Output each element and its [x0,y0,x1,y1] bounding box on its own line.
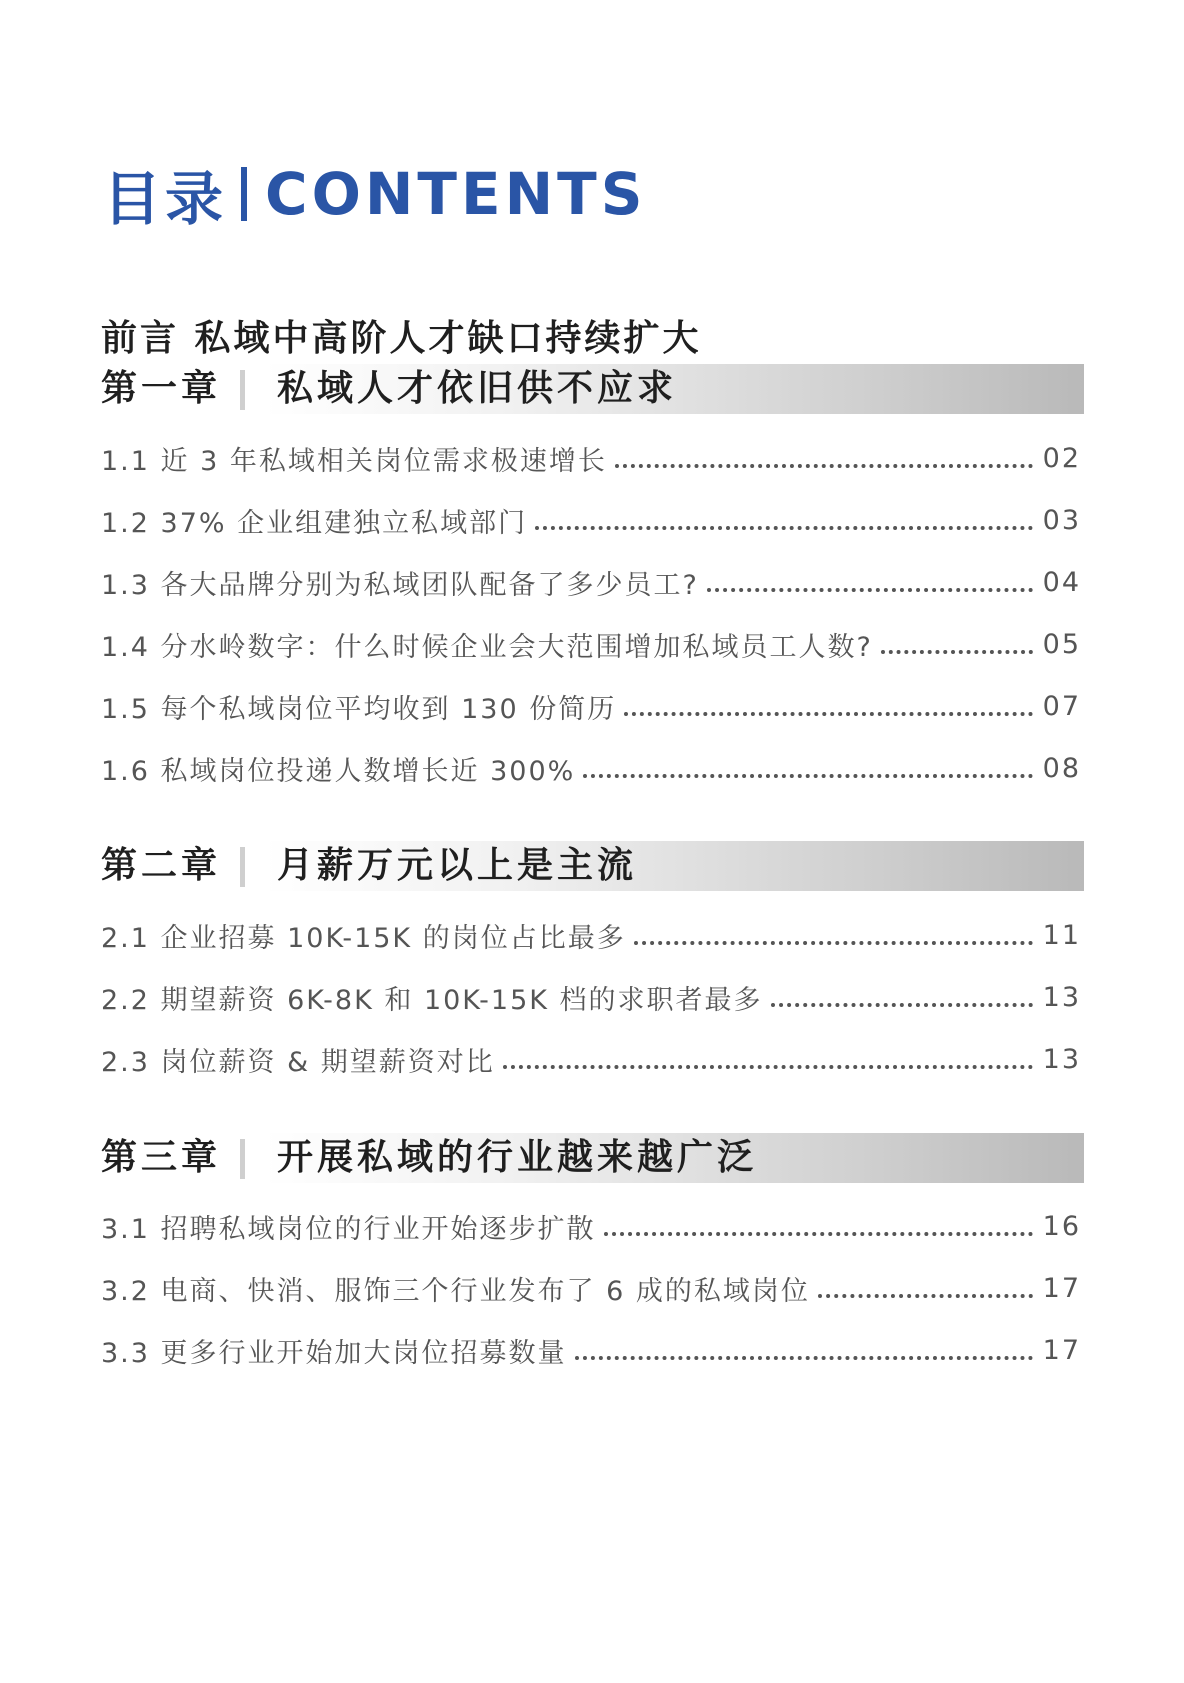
toc-item-label: 2.3 岗位薪资 & 期望薪资对比 [101,1046,495,1078]
toc-item-page: 03 [1042,504,1081,536]
toc-item-page: 04 [1042,566,1081,598]
toc-item-3-3[interactable] [101,1330,1081,1370]
toc-item-1-5[interactable] [101,686,1081,726]
toc-item-label: 2.2 期望薪资 6K-8K 和 10K-15K 档的求职者最多 [101,984,763,1016]
dot-leader [503,1065,1033,1069]
toc-item-2-1[interactable] [101,915,1081,955]
toc-item-2-3[interactable] [101,1039,1081,1079]
dot-leader [575,1356,1033,1360]
dot-leader [634,941,1033,945]
chapter-title: 开展私域的行业越来越广泛 [277,1137,758,1178]
toc-item-3-1[interactable] [101,1206,1081,1246]
toc-item-3-2[interactable] [101,1268,1081,1308]
toc-item-page: 11 [1042,919,1081,951]
chapter-number: 第一章 [101,368,222,409]
chapter-3-heading[interactable] [101,1133,1084,1183]
toc-item-label: 3.3 更多行业开始加大岗位招募数量 [101,1337,567,1369]
toc-item-1-2[interactable] [101,500,1081,540]
chapter-number: 第三章 [101,1137,222,1178]
chapter-1-heading[interactable] [101,364,1084,414]
chapter-2-heading[interactable] [101,841,1084,891]
chapter-separator [240,370,245,410]
title-cn: 目录 [103,165,228,233]
toc-item-1-1[interactable] [101,438,1081,478]
toc-item-page: 13 [1042,1043,1081,1075]
dot-leader [583,774,1032,778]
toc-item-label: 1.6 私域岗位投递人数增长近 300% [101,755,576,787]
dot-leader [707,588,1033,592]
chapter-title: 私域人才依旧供不应求 [277,368,678,409]
dot-leader [881,650,1033,654]
toc-item-page: 16 [1042,1210,1081,1242]
toc-item-label: 1.1 近 3 年私域相关岗位需求极速增长 [101,445,607,477]
toc-item-page: 17 [1042,1334,1081,1366]
title-en: CONTENTS [265,160,647,228]
toc-item-label: 1.5 每个私域岗位平均收到 130 份简历 [101,693,617,725]
toc-item-label: 1.3 各大品牌分别为私域团队配备了多少员工? [101,569,699,601]
toc-item-label: 1.2 37% 企业组建独立私域部门 [101,507,528,539]
preface-heading[interactable]: 前言 私域中高阶人才缺口持续扩大 [101,318,702,359]
dot-leader [624,712,1032,716]
toc-item-page: 17 [1042,1272,1081,1304]
toc-item-page: 02 [1042,442,1081,474]
toc-item-1-3[interactable] [101,562,1081,602]
chapter-title: 月薪万元以上是主流 [277,845,638,886]
toc-item-page: 05 [1042,628,1081,660]
toc-item-label: 3.1 招聘私域岗位的行业开始逐步扩散 [101,1213,596,1245]
toc-item-page: 08 [1042,752,1081,784]
dot-leader [615,464,1033,468]
page-title [103,158,647,233]
dot-leader [818,1294,1033,1298]
toc-item-1-6[interactable] [101,748,1081,788]
toc-item-page: 07 [1042,690,1081,722]
toc-item-page: 13 [1042,981,1081,1013]
dot-leader [535,526,1033,530]
toc-item-label: 2.1 企业招募 10K-15K 的岗位占比最多 [101,922,626,954]
chapter-number: 第二章 [101,845,222,886]
chapter-separator [240,847,245,887]
toc-item-label: 1.4 分水岭数字：什么时候企业会大范围增加私域员工人数? [101,631,873,663]
toc-item-label: 3.2 电商、快消、服饰三个行业发布了 6 成的私域岗位 [101,1275,810,1307]
chapter-separator [240,1139,245,1179]
toc-item-2-2[interactable] [101,977,1081,1017]
dot-leader [604,1232,1033,1236]
toc-item-1-4[interactable] [101,624,1081,664]
dot-leader [771,1003,1033,1007]
title-divider [241,167,247,221]
